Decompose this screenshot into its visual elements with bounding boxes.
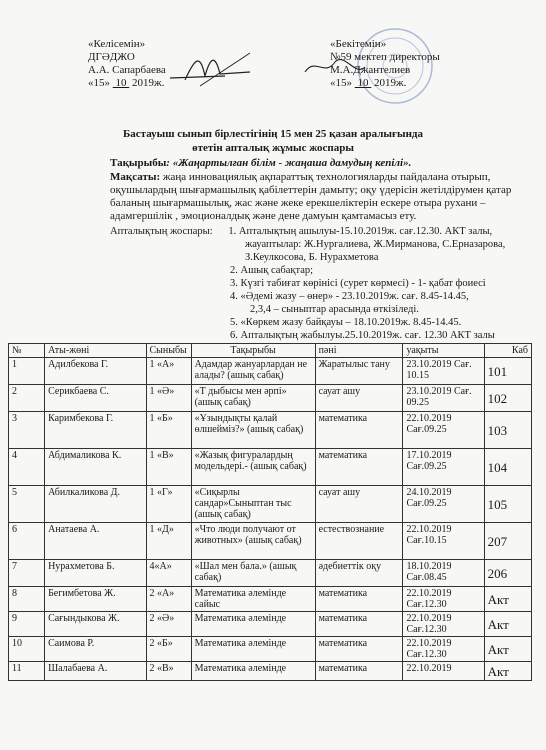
cell-subject: математика <box>315 662 403 681</box>
cell-topic: Математика әлемінде <box>191 637 315 662</box>
table-row <box>9 358 532 385</box>
cell-class: 4«А» <box>146 560 191 587</box>
plan-item: 4. «Әдемі жазу – өнер» - 23.10.2019ж. сағ. 8.45-14.45, <box>230 291 469 302</box>
header-subject: пәні <box>315 344 403 358</box>
plan-item: 2. Ашық сабақтар; <box>230 265 314 276</box>
table-row <box>9 662 532 681</box>
approval-right-line2: №59 мектеп директоры <box>330 51 440 63</box>
cell-name: Каримбекова Г. <box>45 412 146 449</box>
cell-room: Акт <box>484 587 531 612</box>
cell-room: Акт <box>484 637 531 662</box>
plan-item: 2,3,4 – сыныптар арасында өткізіледі. <box>250 304 419 315</box>
cell-time: 23.10.2019 Сағ. 09.25 <box>403 385 484 412</box>
cell-time: 22.10.2019 Сағ.12.30 <box>403 612 484 637</box>
cell-room: 206 <box>484 560 531 587</box>
cell-name: Серикбаева С. <box>45 385 146 412</box>
cell-topic: Математика әлемінде <box>191 612 315 637</box>
plan-item: 5. «Көркем жазу байқауы – 18.10.2019ж. 8.45-14.45. <box>230 317 462 328</box>
cell-topic: Математика әлемінде сайыс <box>191 587 315 612</box>
topic-line <box>110 157 411 169</box>
cell-topic: «Жазық фигуралардың модельдері.- (ашық сабақ) <box>191 449 315 486</box>
cell-room: Акт <box>484 662 531 681</box>
cell-subject: математика <box>315 449 403 486</box>
cell-class: 2 «Б» <box>146 637 191 662</box>
cell-subject: математика <box>315 612 403 637</box>
topic-label: Тақырыбы <box>110 157 167 169</box>
document-title-line1: Бастауыш сынып бірлестігінің 15 мен 25 қазан аралығында <box>123 128 423 140</box>
cell-class: 2 «Ә» <box>146 612 191 637</box>
table-row <box>9 560 532 587</box>
table-row <box>9 385 532 412</box>
signature-left <box>165 48 255 88</box>
table-row <box>9 637 532 662</box>
cell-name: Бегимбетова Ж. <box>45 587 146 612</box>
cell-topic: Адамдар жануарлардан не алады? (ашық сабақ) <box>191 358 315 385</box>
approval-right-date: «15» 10 2019ж. <box>330 77 407 89</box>
goal-line-2: оқушылардың шығармашылық қабілеттерін дамыту; оқу үдерісін жетілдірумен қатар <box>110 184 512 196</box>
cell-topic: «Что люди получают от животных» (ашық сабақ) <box>191 523 315 560</box>
cell-name: Абдималикова К. <box>45 449 146 486</box>
plan-item: 6. Апталықтың жабылуы.25.10.2019ж. сағ. 12.30 АКТ залы <box>230 330 495 341</box>
cell-number: 3 <box>9 412 45 449</box>
header-number: № <box>9 344 45 358</box>
weekly-plan <box>110 225 505 342</box>
cell-room: 105 <box>484 486 531 523</box>
cell-subject: математика <box>315 637 403 662</box>
cell-topic: «Сиқырлы сандар»Сыныптан тыс (ашық сабақ) <box>191 486 315 523</box>
cell-subject: естествознание <box>315 523 403 560</box>
cell-topic: «Ұзындықты қалай өлшейміз?» (ашық сабақ) <box>191 412 315 449</box>
cell-class: 1 «Г» <box>146 486 191 523</box>
signature-right <box>300 52 370 82</box>
cell-name: Сағындыкова Ж. <box>45 612 146 637</box>
cell-name: Абилкаликова Д. <box>45 486 146 523</box>
table-row <box>9 612 532 637</box>
cell-topic: «Шал мен бала.» (ашық сабақ) <box>191 560 315 587</box>
cell-class: 1 «Д» <box>146 523 191 560</box>
cell-number: 4 <box>9 449 45 486</box>
cell-class: 1 «А» <box>146 358 191 385</box>
cell-room: Акт <box>484 612 531 637</box>
cell-room: 103 <box>484 412 531 449</box>
header-time: уақыты <box>403 344 484 358</box>
goal-line-3: баланың шығармашылық, жас және жеке ерекшеліктерін ескере отыра рухани – <box>110 197 486 209</box>
header-topic: Тақырыбы <box>191 344 315 358</box>
cell-time: 23.10.2019 Сағ. 10.15 <box>403 358 484 385</box>
cell-time: 17.10.2019 Сағ.09.25 <box>403 449 484 486</box>
approval-left-line2: ДГӘДЖО <box>88 51 135 63</box>
cell-number: 8 <box>9 587 45 612</box>
table-row <box>9 523 532 560</box>
cell-subject: Жаратылыс тану <box>315 358 403 385</box>
plan-item: 3. Күзгі табиғат көрінісі (сурет көрмесі) - 1- қабат фоиесі <box>230 278 486 289</box>
cell-class: 1 «В» <box>146 449 191 486</box>
cell-room: 102 <box>484 385 531 412</box>
header-room: Каб <box>484 344 531 358</box>
cell-class: 1 «Ә» <box>146 385 191 412</box>
header-class: Сыныбы <box>146 344 191 358</box>
cell-time: 22.10.2019 Сағ.12.30 <box>403 587 484 612</box>
approval-left-line3: А.А. Сапарбаева <box>88 64 166 76</box>
cell-class: 2 «А» <box>146 587 191 612</box>
header-name: Аты-жөні <box>45 344 146 358</box>
cell-number: 1 <box>9 358 45 385</box>
cell-time: 24.10.2019 Сағ.09.25 <box>403 486 484 523</box>
table-header-row <box>9 344 532 358</box>
goal-line-4: адамгершілік , эмоционалдық және дене дамуын қамтамасыз ету. <box>110 210 417 222</box>
cell-number: 9 <box>9 612 45 637</box>
cell-name: Адилбекова Г. <box>45 358 146 385</box>
cell-subject: сауат ашу <box>315 486 403 523</box>
cell-name: Шалабаева А. <box>45 662 146 681</box>
cell-time: 22.10.2019 Сағ.12.30 <box>403 637 484 662</box>
approval-right-line3: М.А.Джантелиев <box>330 64 411 76</box>
approval-left <box>88 38 166 90</box>
table-row <box>9 486 532 523</box>
lessons-table <box>8 343 532 681</box>
cell-name: Нурахметова Б. <box>45 560 146 587</box>
table-row <box>9 449 532 486</box>
cell-time: 18.10.2019 Сағ.08.45 <box>403 560 484 587</box>
cell-number: 2 <box>9 385 45 412</box>
table-row <box>9 412 532 449</box>
cell-time: 22.10.2019 Сағ.10.15 <box>403 523 484 560</box>
cell-topic: «Т дыбысы мен әрпі» (ашық сабақ) <box>191 385 315 412</box>
cell-room: 101 <box>484 358 531 385</box>
topic-value: : «Жаңартылған білім - жаңаша дамудың кепілі». <box>166 157 412 169</box>
goal-line-1: Мақсаты: жаңа инновациялық ақпараттық технологияларды пайдалана отырып, <box>110 171 491 183</box>
goal-label: Мақсаты: <box>110 171 161 183</box>
cell-number: 7 <box>9 560 45 587</box>
cell-number: 6 <box>9 523 45 560</box>
approval-left-date: «15» 10 2019ж. <box>88 77 165 89</box>
plan-item: жауаптылар: Ж.Нургалиева, Ж.Мирманова, С.Ерназарова, <box>245 239 506 250</box>
plan-item: З.Кеулкосова, Б. Нурахметова <box>245 252 379 263</box>
plan-item: Апталықтың жоспары: 1. Апталықтың ашылуы-15.10.2019ж. сағ.12.30. АКТ залы, <box>110 226 493 237</box>
approval-left-line1: «Келісемін» <box>88 38 146 50</box>
cell-number: 10 <box>9 637 45 662</box>
cell-room: 104 <box>484 449 531 486</box>
cell-subject: математика <box>315 587 403 612</box>
cell-number: 5 <box>9 486 45 523</box>
document-title-line2: өтетін апталық жұмыс жоспары <box>192 142 354 154</box>
cell-topic: Математика әлемінде <box>191 662 315 681</box>
approval-right-line1: «Бекітемін» <box>330 38 387 50</box>
cell-name: Саимова Р. <box>45 637 146 662</box>
cell-subject: сауат ашу <box>315 385 403 412</box>
cell-time: 22.10.2019 <box>403 662 484 681</box>
cell-subject: әдебиеттік оқу <box>315 560 403 587</box>
cell-subject: математика <box>315 412 403 449</box>
cell-name: Анатаева А. <box>45 523 146 560</box>
cell-room: 207 <box>484 523 531 560</box>
table-row <box>9 587 532 612</box>
cell-time: 22.10.2019 Сағ.09.25 <box>403 412 484 449</box>
cell-class: 2 «В» <box>146 662 191 681</box>
cell-number: 11 <box>9 662 45 681</box>
cell-class: 1 «Б» <box>146 412 191 449</box>
